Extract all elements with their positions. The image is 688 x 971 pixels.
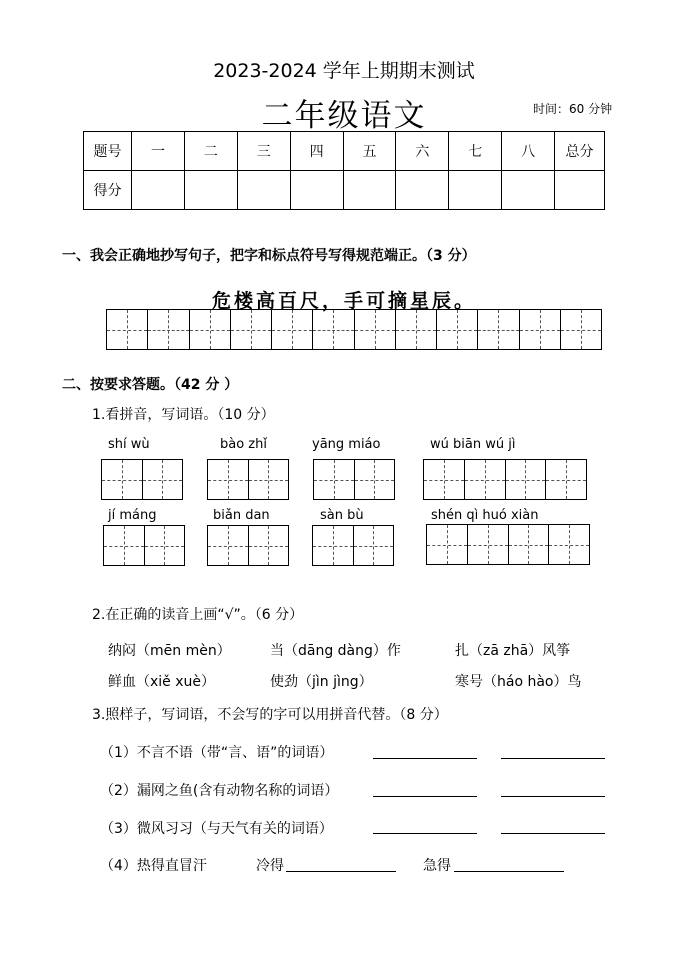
score-cell[interactable] (449, 171, 502, 210)
table-cell: 八 (502, 132, 555, 171)
q1-title: 1.看拼音，写词语。（10 分） (92, 407, 275, 423)
reading-choice[interactable]: 使劲（jìn jìng） (270, 674, 373, 690)
table-cell: 六 (396, 132, 449, 171)
reading-choice[interactable]: 鲜血（xiě xuè） (108, 674, 216, 690)
pinyin-label: biǎn dan (213, 508, 270, 523)
table-cell: 七 (449, 132, 502, 171)
pinyin-label: sàn bù (320, 508, 364, 523)
q3-title: 3.照样子，写词语，不会写的字可以用拼音代替。（8 分） (92, 707, 448, 723)
pinyin-label: shén qì huó xiàn (431, 508, 539, 523)
reading-choice[interactable]: 扎（zā zhā）风筝 (455, 643, 571, 659)
table-cell: 题号 (84, 132, 132, 171)
answer-blank[interactable] (501, 782, 605, 797)
q2-title: 2.在正确的读音上画“√”。（6 分） (92, 607, 304, 623)
score-cell[interactable] (237, 171, 290, 210)
table-cell: 总分 (555, 132, 605, 171)
writing-grid[interactable] (207, 525, 289, 566)
prompt-hurry: 急得 (423, 858, 451, 874)
answer-blank[interactable] (373, 782, 477, 797)
pinyin-label: shí wù (108, 437, 150, 452)
q3-item: （1）不言不语（带“言、语”的词语） (100, 745, 334, 761)
answer-blank[interactable] (501, 744, 605, 759)
writing-grid[interactable] (207, 459, 289, 500)
writing-grid-sentence[interactable] (106, 309, 602, 350)
pinyin-label: wú biān wú jì (430, 437, 516, 452)
table-row (84, 171, 605, 210)
table-cell: 得分 (84, 171, 132, 210)
table-cell: 四 (290, 132, 343, 171)
writing-grid[interactable] (101, 459, 183, 500)
table-cell: 二 (184, 132, 237, 171)
q3-item: （2）漏网之鱼(含有动物名称的词语） (100, 783, 339, 799)
q3-item: （3）微风习习（与天气有关的词语） (100, 821, 333, 837)
score-cell[interactable] (184, 171, 237, 210)
subject-title: 二年级语文 (261, 98, 427, 134)
score-table (83, 131, 605, 210)
reading-choice[interactable]: 寒号（háo hào）鸟 (455, 674, 582, 690)
answer-blank[interactable] (373, 819, 477, 834)
table-cell: 三 (237, 132, 290, 171)
score-cell[interactable] (343, 171, 396, 210)
pinyin-label: jí máng (108, 508, 157, 523)
reading-choice[interactable]: 当（dāng dàng）作 (270, 643, 401, 659)
score-cell[interactable] (396, 171, 449, 210)
answer-blank[interactable] (501, 819, 605, 834)
writing-grid[interactable] (426, 524, 590, 565)
section-1-title: 一、我会正确地抄写句子，把字和标点符号写得规范端正。（3 分） (62, 248, 476, 264)
table-cell: 一 (132, 132, 185, 171)
score-cell[interactable] (132, 171, 185, 210)
score-cell[interactable] (502, 171, 555, 210)
pinyin-label: yāng miáo (312, 437, 381, 452)
q3-item: （4）热得直冒汗 (100, 858, 207, 874)
pinyin-label: bào zhǐ (220, 437, 267, 452)
time-limit: 时间：60 分钟 (533, 102, 613, 116)
table-cell: 五 (343, 132, 396, 171)
writing-grid[interactable] (313, 459, 395, 500)
score-cell[interactable] (290, 171, 343, 210)
writing-grid[interactable] (103, 525, 185, 566)
answer-blank[interactable] (454, 857, 564, 872)
writing-grid[interactable] (423, 459, 587, 500)
table-row (84, 132, 605, 171)
writing-grid[interactable] (312, 525, 394, 566)
answer-blank[interactable] (286, 857, 396, 872)
exam-title: 2023-2024 学年上期期末测试 (213, 60, 475, 82)
section-2-title: 二、按要求答题。（42 分 ） (62, 377, 239, 393)
score-cell[interactable] (555, 171, 605, 210)
reading-choice[interactable]: 纳闷（mēn mèn） (108, 643, 231, 659)
prompt-cold: 冷得 (256, 858, 284, 874)
answer-blank[interactable] (373, 744, 477, 759)
copy-sentence: 危楼高百尺，手可摘星辰。 (211, 290, 476, 312)
